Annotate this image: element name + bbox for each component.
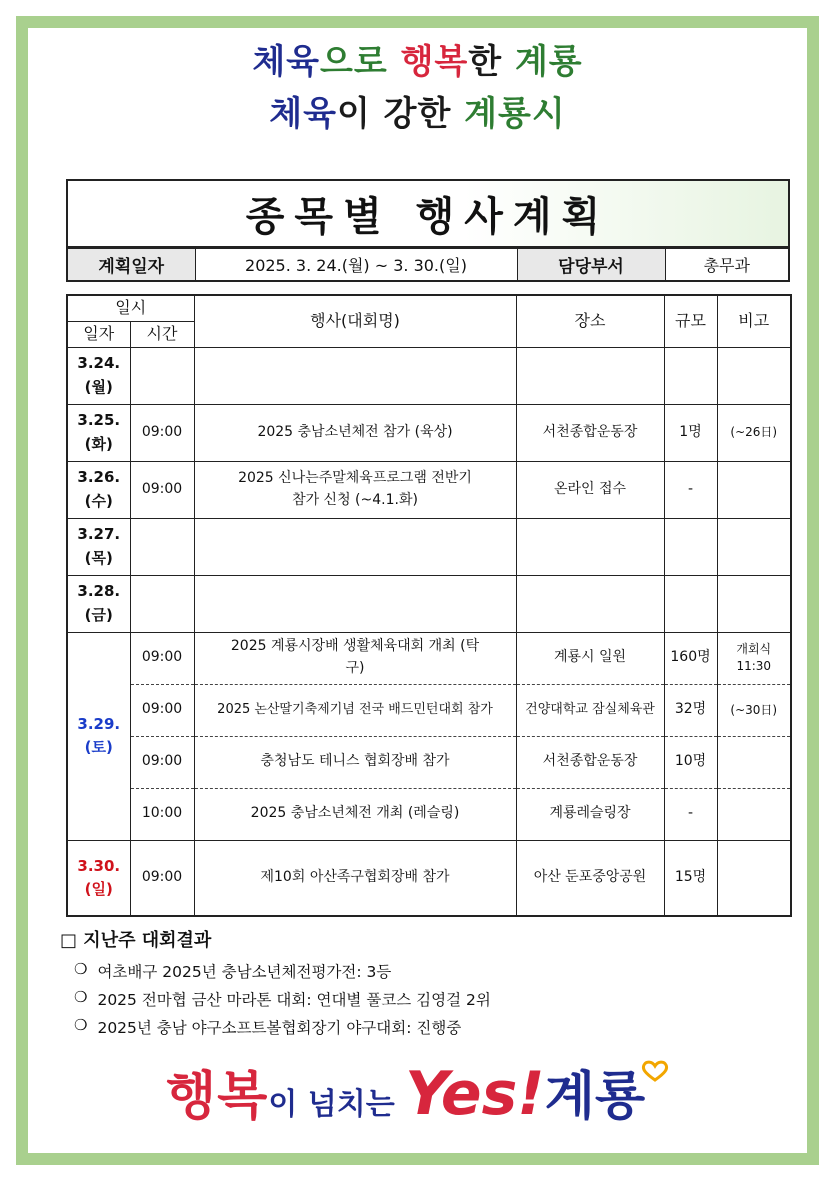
row-note [717, 788, 791, 840]
slogan-line-1 [0, 34, 835, 83]
header-event: 행사(대회명) [194, 295, 516, 347]
document-title: 종목별 행사계획 [66, 179, 790, 248]
row-date: 3.29. (토) [67, 632, 130, 840]
row-time: 09:00 [130, 684, 194, 736]
table-row [67, 736, 791, 788]
circle-bullet-icon: ❍ [74, 1016, 88, 1034]
slogan-word: 체육 [252, 42, 321, 82]
row-scale: 32명 [664, 684, 717, 736]
row-date: 3.27. (목) [67, 518, 130, 575]
checkbox-square-icon: □ [60, 930, 78, 951]
header-scale: 규모 [664, 295, 717, 347]
list-item: ❍ 여초배구 2025년 충남소년체전평가전: 3등 [74, 960, 392, 981]
slogan-word: 한 [468, 42, 503, 82]
plan-date-value: 2025. 3. 24.(월) ~ 3. 30.(일) [195, 249, 517, 282]
table-row [67, 347, 791, 404]
row-event: 2025 충남소년체전 개최 (레슬링) [194, 788, 516, 840]
row-date: 3.30. (일) [67, 840, 130, 916]
row-scale: - [664, 788, 717, 840]
heart-icon [641, 1060, 669, 1082]
row-note [717, 461, 791, 518]
row-time: 09:00 [130, 736, 194, 788]
row-scale: - [664, 461, 717, 518]
row-note [717, 736, 791, 788]
row-note [717, 840, 791, 916]
city-brand-logo: 행복이 넘치는 Yes!계룡 [0, 1054, 835, 1129]
header-note: 비고 [717, 295, 791, 347]
row-event: 2025 논산딸기축제기념 전국 배드민턴대회 참가 [194, 684, 516, 736]
table-row [67, 632, 791, 684]
row-event: 2025 신나는주말체육프로그램 전반기 참가 신청 (~4.1.화) [194, 461, 516, 518]
row-scale: 1명 [664, 404, 717, 461]
department-value: 총무과 [665, 249, 789, 282]
last-week-results [60, 926, 780, 1044]
row-time: 09:00 [130, 404, 194, 461]
list-item: ❍ 2025년 충남 야구소프트볼협회장기 야구대회: 진행중 [74, 1016, 462, 1037]
row-event: 2025 충남소년체전 참가 (육상) [194, 404, 516, 461]
row-place: 아산 둔포중앙공원 [516, 840, 664, 916]
row-event: 2025 계룡시장배 생활체육대회 개최 (탁구) [194, 632, 516, 684]
row-note: 개회식 11:30 [717, 632, 791, 684]
header-place: 장소 [516, 295, 664, 347]
list-item: ❍ 2025 전마협 금산 마라톤 대회: 연대별 풀코스 김영걸 2위 [74, 988, 491, 1009]
slogan-word: 으로 [320, 42, 388, 82]
row-date: 3.28. (금) [67, 575, 130, 632]
row-event: 제10회 아산족구협회장배 참가 [194, 840, 516, 916]
slogan-word: 행복 [387, 42, 469, 82]
row-note: (~26日) [717, 404, 791, 461]
header-date: 일자 [67, 321, 130, 347]
slogan-line-2 [0, 86, 835, 135]
row-scale: 15명 [664, 840, 717, 916]
results-title: □ 지난주 대회결과 [60, 930, 212, 951]
row-event: 충청남도 테니스 협회장배 참가 [194, 736, 516, 788]
row-date: 3.24. (월) [67, 347, 130, 404]
row-place: 계룡시 일원 [516, 632, 664, 684]
row-date: 3.26. (수) [67, 461, 130, 518]
row-note: (~30日) [717, 684, 791, 736]
table-row [67, 840, 791, 916]
table-row [67, 404, 791, 461]
table-row [67, 788, 791, 840]
schedule-table [66, 294, 792, 917]
table-row [67, 684, 791, 736]
row-place: 건양대학교 잠실체육관 [516, 684, 664, 736]
row-time: 10:00 [130, 788, 194, 840]
slogan-word: 이 강한 [336, 94, 452, 134]
table-row [67, 461, 791, 518]
plan-info-table [66, 248, 790, 282]
table-row [67, 518, 791, 575]
row-place: 서천종합운동장 [516, 736, 664, 788]
row-time: 09:00 [130, 632, 194, 684]
row-scale: 160명 [664, 632, 717, 684]
plan-date-label: 계획일자 [67, 249, 195, 282]
header-datetime: 일시 [67, 295, 194, 321]
table-row [67, 575, 791, 632]
slogan-word: 계룡시 [451, 94, 566, 134]
row-time: 09:00 [130, 840, 194, 916]
results-list [60, 960, 780, 1038]
circle-bullet-icon: ❍ [74, 960, 88, 978]
row-time: 09:00 [130, 461, 194, 518]
row-scale: 10명 [664, 736, 717, 788]
row-place: 계룡레슬링장 [516, 788, 664, 840]
row-place: 서천종합운동장 [516, 404, 664, 461]
row-date: 3.25. (화) [67, 404, 130, 461]
row-place: 온라인 접수 [516, 461, 664, 518]
department-label: 담당부서 [517, 249, 665, 282]
slogan-word: 체육 [269, 94, 337, 134]
slogan-word: 계룡 [502, 42, 583, 82]
header-time: 시간 [130, 321, 194, 347]
circle-bullet-icon: ❍ [74, 988, 88, 1006]
